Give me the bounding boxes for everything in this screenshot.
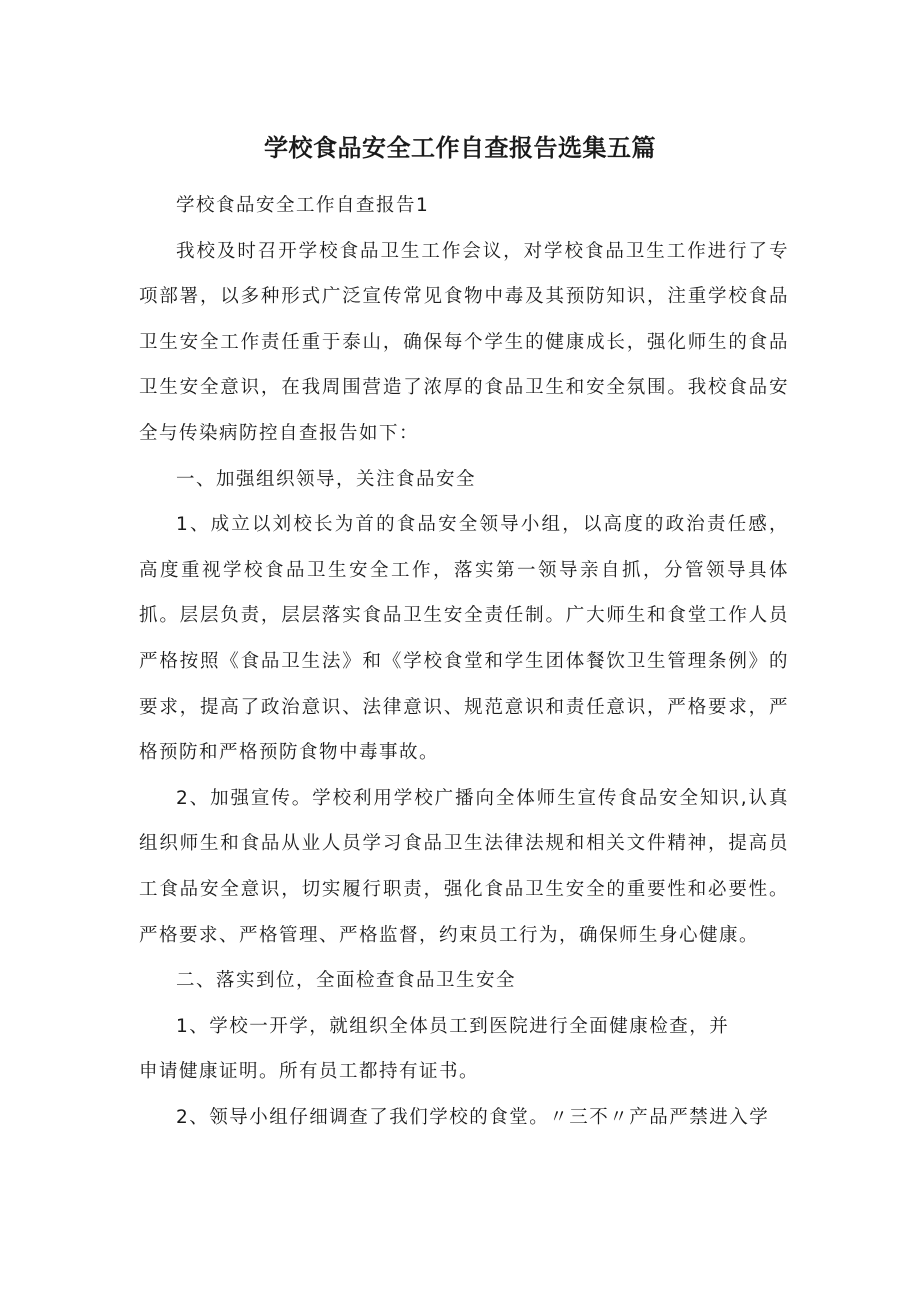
paragraph-1-2: 2、加强宣传。学校利用学校广播向全体师生宣传食品安全知识,认真组织师生和食品从业人员学习食品卫生法律法规和相关文件精神，提高员工食品安全意识，切实履行职责，强化食品卫生安全的重要性和必要性。严格要求、严格管理、严格监督，约束员工行为，确保师生身心健康。 — [139, 787, 789, 946]
section-heading-2: 二、落实到位，全面检查食品卫生安全 — [176, 970, 517, 992]
document-body — [139, 183, 789, 1140]
paragraph-intro: 我校及时召开学校食品卫生工作会议，对学校食品卫生工作进行了专项部署，以多种形式广泛宣传常见食物中毒及其预防知识，注重学校食品卫生安全工作责任重于泰山，确保每个学生的健康成长，强化师生的食品卫生安全意识，在我周围营造了浓厚的食品卫生和安全氛围。我校食品安全与传染病防控自查报告如下： — [139, 240, 789, 444]
paragraph-1-1: 1、成立以刘校长为首的食品安全领导小组，以高度的政治责任感，高度重视学校食品卫生安全工作，落实第一领导亲自抓，分管领导具体抓。层层负责，层层落实食品卫生安全责任制。广大师生和食堂工作人员严格按照《食品卫生法》和《学校食堂和学生团体餐饮卫生管理条例》的要求，提高了政治意识、法律意识、规范意识和责任意识，严格要求，严格预防和严格预防食物中毒事故。 — [139, 514, 789, 764]
paragraph-2-2: 2、领导小组仔细调查了我们学校的食堂。〃三不〃产品严禁进入学 — [176, 1106, 770, 1128]
document-title: 学校食品安全工作自查报告选集五篇 — [264, 134, 656, 162]
section-heading-1: 一、加强组织领导，关注食品安全 — [176, 468, 477, 490]
paragraph-2-1-line2: 申请健康证明。所有员工都持有证书。 — [139, 1061, 480, 1083]
paragraph-2-1-line1: 1、学校一开学，就组织全体员工到医院进行全面健康检查，并 — [176, 1015, 730, 1037]
report-subtitle: 学校食品安全工作自查报告1 — [176, 195, 430, 216]
